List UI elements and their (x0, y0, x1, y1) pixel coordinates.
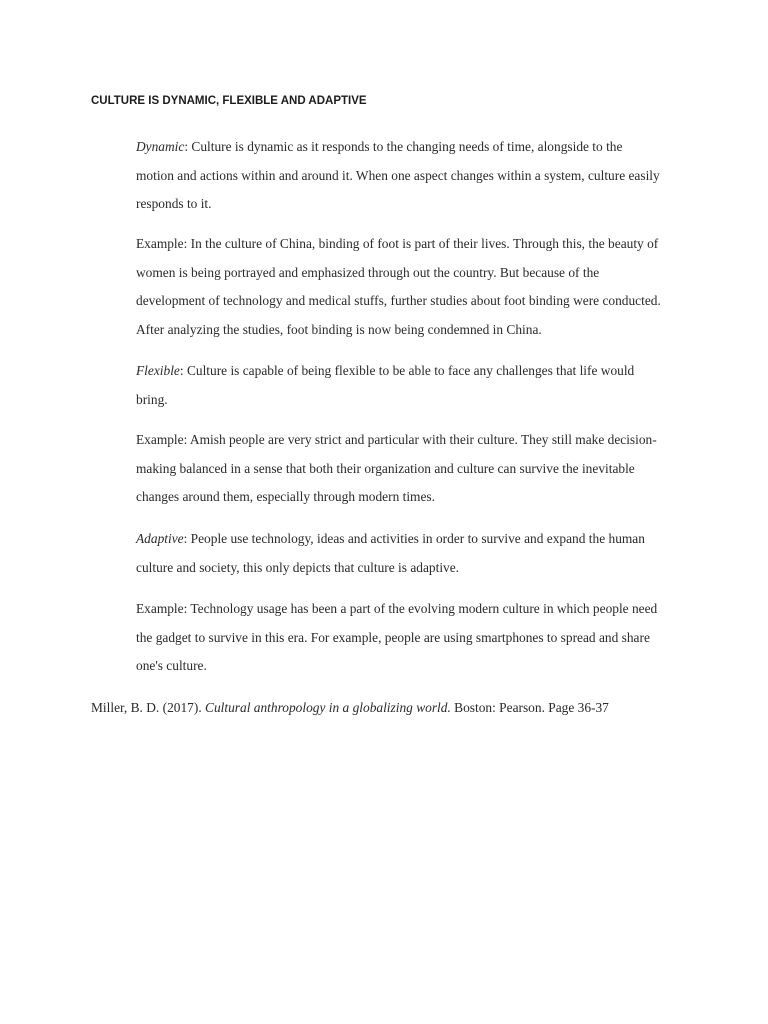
dynamic-example-line-1: Example: In the culture of China, binding of foot is part of their lives. Through this, the beauty of (136, 236, 659, 251)
adaptive-text-1: : People use technology, ideas and activities in order to survive and expand the human (183, 531, 645, 546)
adaptive-example-paragraph (136, 595, 684, 681)
dynamic-example-line-2: women is being portrayed and emphasized through out the country. But because of the (136, 264, 600, 280)
adaptive-example-line-3: one's culture. (136, 658, 207, 673)
dynamic-text-1: : Culture is dynamic as it responds to the changing needs of time, alongside to the (184, 139, 623, 154)
adaptive-example-line-2: the gadget to survive in this era. For example, people are using smartphones to spread and share (136, 629, 650, 645)
citation-publisher: Boston: Pearson. Page 36-37 (454, 700, 609, 715)
adaptive-example-line-1: Example: Technology usage has been a part of the evolving modern culture in which people need (136, 601, 658, 616)
dynamic-paragraph (136, 133, 684, 219)
adaptive-line-2: culture and society, this only depicts that culture is adaptive. (136, 559, 460, 575)
document-heading: CULTURE IS DYNAMIC, FLEXIBLE AND ADAPTIVE (91, 95, 367, 107)
dynamic-line-3: responds to it. (136, 196, 212, 211)
flexible-line-2: bring. (136, 391, 168, 407)
adaptive-term: Adaptive (136, 531, 184, 546)
flexible-example-line-3: changes around them, especially through modern times. (136, 489, 435, 504)
flexible-example-line-1: Example: Amish people are very strict and particular with their culture. They still make decision- (136, 432, 657, 447)
flexible-term: Flexible (136, 363, 180, 378)
dynamic-line-1 (136, 133, 684, 162)
flexible-text-1: : Culture is capable of being flexible to be able to face any challenges that life would (179, 363, 635, 378)
dynamic-term: Dynamic (136, 139, 185, 154)
dynamic-line-2: motion and actions within and around it. When one aspect changes within a system, culture easily (136, 167, 660, 183)
flexible-paragraph (136, 357, 684, 414)
dynamic-example-line-3: development of technology and medical stuffs, further studies about foot binding were conducted. (136, 293, 661, 308)
citation-authors: Miller, B. D. (2017). (91, 700, 202, 715)
flexible-example-line-2: making balanced in a sense that both their organization and culture can survive the inevitable (136, 460, 635, 476)
dynamic-example-line-4: After analyzing the studies, foot binding is now being condemned in China. (136, 321, 542, 337)
flexible-line-1 (136, 357, 684, 386)
citation-title: Cultural anthropology in a globalizing world. (205, 700, 451, 715)
adaptive-paragraph (136, 525, 684, 582)
reference-citation (91, 694, 609, 723)
flexible-example-paragraph (136, 426, 684, 512)
adaptive-line-1 (136, 525, 684, 554)
dynamic-example-paragraph (136, 230, 684, 344)
